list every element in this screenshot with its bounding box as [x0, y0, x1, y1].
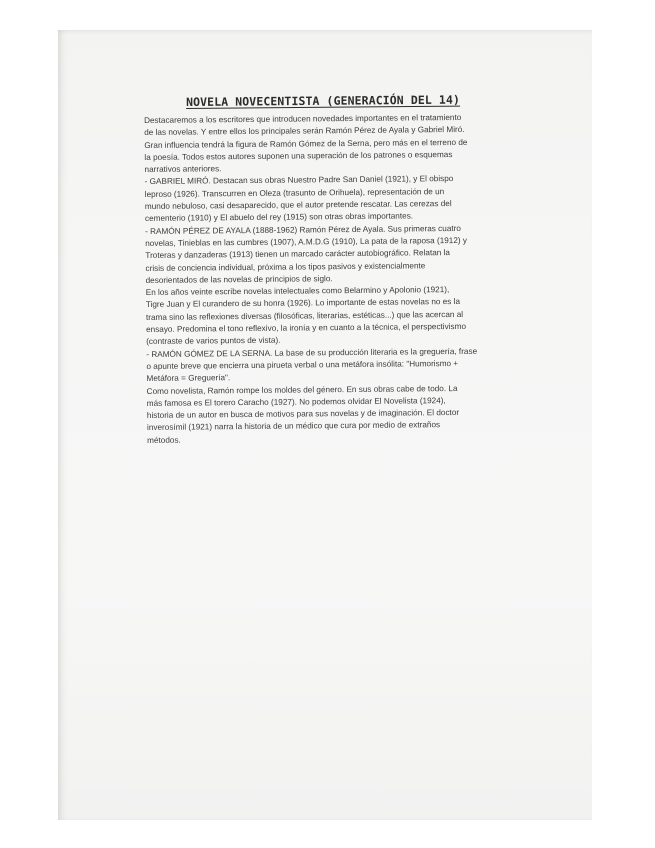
text-line: - GABRIEL MIRÓ. Destacan sus obras Nuestro Padre San Daniel (1921), y El obispo [144, 174, 454, 187]
text-line: Como novelista, Ramón rompe los moldes del género. En sus obras cabe de todo. La [146, 383, 458, 396]
text-line: desorientados de las novelas de principios de siglo. [145, 274, 333, 285]
text-line: novelas, Tinieblas en las cumbres (1907), A.M.D.G (1910), La pata de la raposa (1912) y [145, 235, 468, 248]
text-line: mundo nebuloso, casi desaparecido, que el autor pretende rescatar. Las cerezas del [144, 199, 452, 212]
text-line: Tigre Juan y El curandero de su honra (1926). Lo importante de estas novelas no es la [145, 297, 461, 310]
text-line: - RAMÓN PÉREZ DE AYALA (1888-1962) Ramón Pérez de Ayala. Sus primeras cuatro [145, 223, 461, 236]
text-line: - RAMÓN GÓMEZ DE LA SERNA. La base de su producción literaria es la greguería, frase [146, 346, 478, 359]
text-line: Metáfora = Greguería". [146, 373, 231, 384]
text-line: leproso (1926). Transcurren en Oleza (trasunto de Orihuela), representación de un [144, 186, 445, 199]
text-line: Gran influencia tendrá la figura de Ramón Gómez de la Serna, pero más en el terreno de [144, 137, 468, 150]
text-line: narrativos anteriores. [144, 164, 222, 175]
text-line: cementerio (1910) y El abuelo del rey (1915) son otras obras importantes. [144, 211, 414, 224]
text-line: Destacaremos a los escritores que introducen novedades importantes en el tratamiento [144, 112, 462, 125]
document-title: NOVELA NOVECENTISTA (GENERACIÓN DEL 14) [186, 92, 461, 109]
text-line: (contraste de varios puntos de vista). [146, 336, 281, 347]
text-line: de las novelas. Y entre ellos los principales serán Ramón Pérez de Ayala y Gabriel Miró. [144, 125, 465, 138]
document-body [144, 111, 529, 447]
text-line: más famosa es El torero Caracho (1927). No podemos olvidar El Novelista (1924), [146, 395, 446, 408]
text-line: la poesía. Todos estos autores suponen una superación de los patrones o esquemas [144, 149, 453, 162]
text-line: En los años veinte escribe novelas intelectuales como Belarmino y Apolonio (1921), [145, 285, 450, 298]
text-line: crisis de conciencia individual, próxima a los tipos pasivos y existencialmente [145, 260, 426, 273]
text-line: o apunte breve que encierra una pirueta verbal o una metáfora insólita: "Humorismo + [146, 358, 459, 371]
text-line: Troteras y danzaderas (1913) tienen un marcado carácter autobiográfico. Relatan la [145, 248, 451, 261]
text-line: ensayo. Predomina el tono reflexivo, la ironía y en cuanto a la técnica, el perspectivismo [146, 321, 467, 335]
text-line: trama sino las reflexiones diversas (filosóficas, literarias, estéticas...) que las acercan al [145, 309, 464, 322]
text-line: inverosímil (1921) narra la historia de un médico que cura por medio de extraños [146, 420, 441, 433]
text-line: métodos. [147, 435, 181, 445]
text-line: historia de un autor en busca de motivos para sus novelas y de imaginación. El doctor [146, 408, 460, 421]
